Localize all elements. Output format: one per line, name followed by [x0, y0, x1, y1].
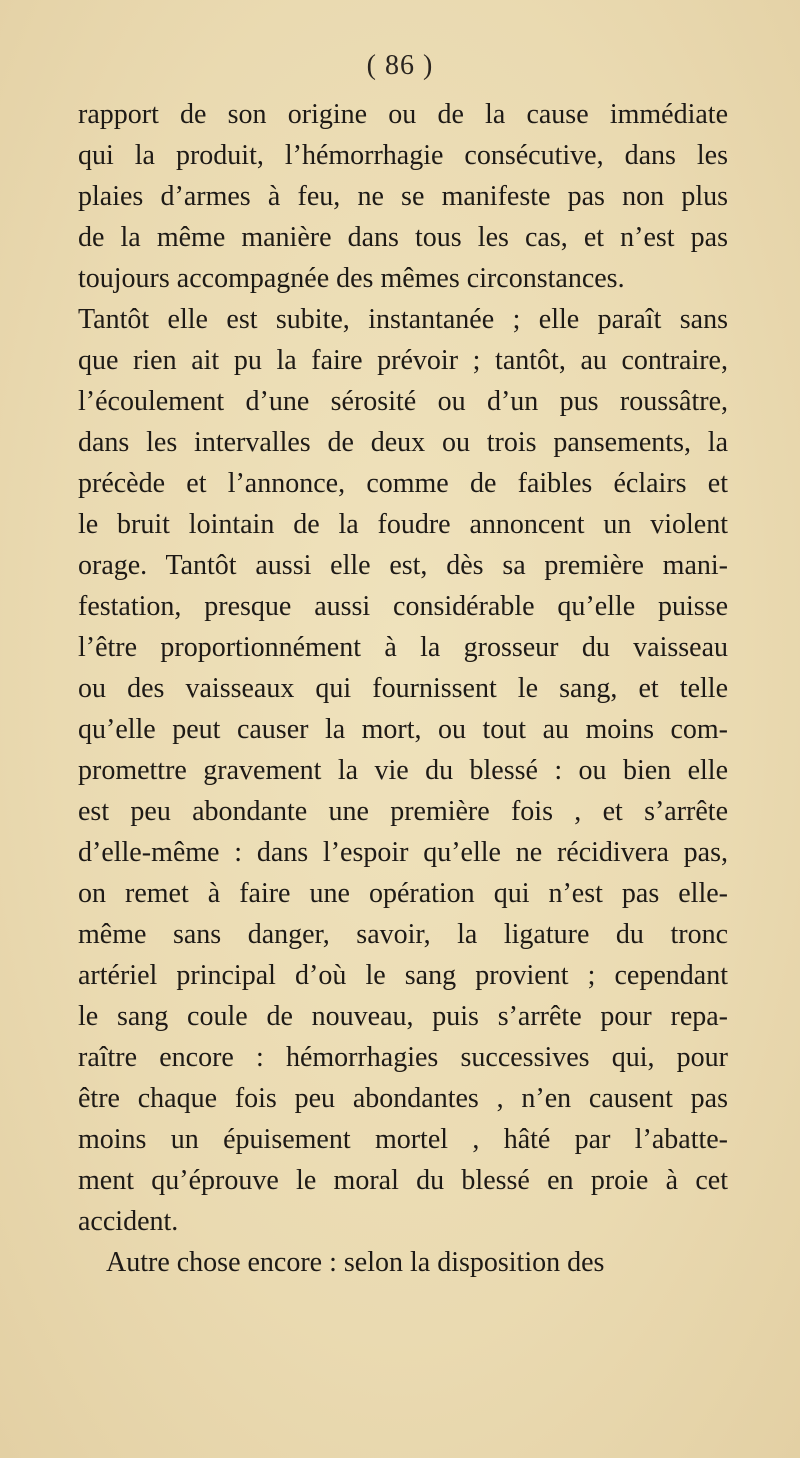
- text-line: qui la produit, l’hémorrhagie consécutive, dans les: [78, 140, 728, 171]
- page-number: ( 86 ): [366, 50, 434, 81]
- text-line: on remet à faire une opération qui n’est pas elle-: [78, 878, 728, 909]
- text-line: artériel principal d’où le sang provient ; cependant: [78, 960, 728, 991]
- text-line: moins un épuisement mortel , hâté par l’abatte-: [78, 1124, 728, 1155]
- text-line: est peu abondante une première fois , et s’arrête: [78, 796, 728, 827]
- text-line: Tantôt elle est subite, instantanée ; elle paraît sans: [78, 304, 728, 335]
- text-line: être chaque fois peu abondantes , n’en causent pas: [78, 1083, 728, 1114]
- text-line: que rien ait pu la faire prévoir ; tantôt, au contraire,: [78, 345, 728, 376]
- text-line: accident.: [78, 1206, 179, 1237]
- text-line: ment qu’éprouve le moral du blessé en proie à cet: [78, 1165, 728, 1196]
- body-text: [78, 94, 728, 1283]
- text-line: même sans danger, savoir, la ligature du tronc: [78, 919, 728, 950]
- text-line: le sang coule de nouveau, puis s’arrête pour repa-: [78, 1001, 728, 1032]
- text-line: précède et l’annonce, comme de faibles éclairs et: [78, 468, 728, 499]
- text-line: qu’elle peut causer la mort, ou tout au moins com-: [78, 714, 728, 745]
- text-line: dans les intervalles de deux ou trois pansements, la: [78, 427, 728, 458]
- text-line: toujours accompagnée des mêmes circonstances.: [78, 263, 625, 294]
- text-line: de la même manière dans tous les cas, et n’est pas: [78, 222, 728, 253]
- text-line: festation, presque aussi considérable qu’elle puisse: [78, 591, 728, 622]
- text-line: ou des vaisseaux qui fournissent le sang, et telle: [78, 673, 728, 704]
- text-line: d’elle-même : dans l’espoir qu’elle ne récidivera pas,: [78, 837, 728, 868]
- text-line: promettre gravement la vie du blessé : ou bien elle: [78, 755, 728, 786]
- text-line: le bruit lointain de la foudre annoncent un violent: [78, 509, 728, 540]
- text-line: plaies d’armes à feu, ne se manifeste pas non plus: [78, 181, 728, 212]
- text-line: l’être proportionnément à la grosseur du vaisseau: [78, 632, 728, 663]
- text-line: l’écoulement d’une sérosité ou d’un pus roussâtre,: [78, 386, 728, 417]
- text-line: raître encore : hémorrhagies successives qui, pour: [78, 1042, 728, 1073]
- text-line: Autre chose encore : selon la disposition des: [106, 1247, 605, 1278]
- text-line: orage. Tantôt aussi elle est, dès sa première mani-: [78, 550, 728, 581]
- text-line: rapport de son origine ou de la cause immédiate: [78, 99, 728, 130]
